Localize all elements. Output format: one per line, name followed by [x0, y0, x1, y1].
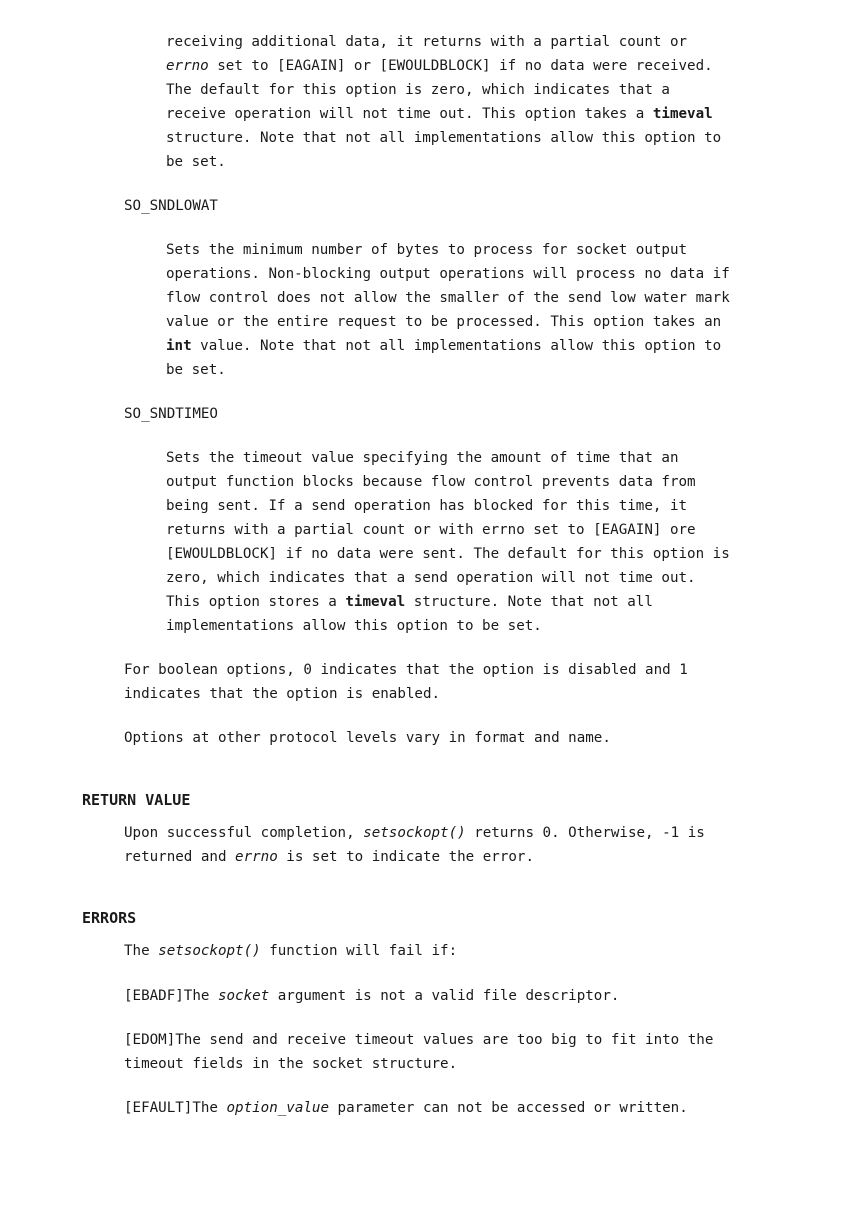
text-line: errno set to [EAGAIN] or [EWOULDBLOCK] if no data were received.	[166, 58, 713, 74]
error-edom	[124, 1028, 713, 1076]
so-sndlowat-description	[166, 238, 730, 382]
text-line: receiving additional data, it returns with a partial count or	[166, 34, 688, 50]
text-line: int value. Note that not all implementations allow this option to	[166, 338, 722, 354]
so-rcvtimeo-description-tail	[166, 30, 721, 174]
errors-heading: ERRORS	[82, 909, 137, 927]
text-line: returned and errno is set to indicate the error.	[124, 849, 535, 865]
argument-ref: option_value	[226, 1100, 329, 1116]
text-line: timeout fields in the socket structure.	[124, 1056, 458, 1072]
text-line: operations. Non-blocking output operations will process no data if	[166, 266, 730, 282]
so-sndtimeo-description	[166, 446, 730, 638]
so-sndlowat-term: SO_SNDLOWAT	[124, 198, 218, 214]
text-line: indicates that the option is enabled.	[124, 686, 441, 702]
text-line: be set.	[166, 362, 226, 378]
text-line: being sent. If a send operation has blocked for this time, it	[166, 498, 688, 514]
text-line: returns with a partial count or with errno set to [EAGAIN] ore	[166, 522, 696, 538]
so-sndtimeo-term: SO_SNDTIMEO	[124, 406, 218, 422]
other-levels-note: Options at other protocol levels vary in format and name.	[124, 730, 611, 746]
timeval-type: timeval	[652, 106, 713, 122]
int-type: int	[166, 338, 192, 354]
text-line: flow control does not allow the smaller of the send low water mark	[166, 290, 730, 306]
errno-ref: errno	[166, 58, 209, 74]
error-ebadf: [EBADF]The socket argument is not a valid file descriptor.	[124, 988, 620, 1004]
return-value-text	[124, 821, 705, 869]
errors-intro: The setsockopt() function will fail if:	[124, 943, 458, 959]
boolean-options-note	[124, 658, 688, 706]
text-line: Sets the timeout value specifying the amount of time that an	[166, 450, 679, 466]
text-line: For boolean options, 0 indicates that the option is disabled and 1	[124, 662, 688, 678]
text-line: This option stores a timeval structure. Note that not all	[166, 594, 653, 610]
errno-ref: errno	[235, 849, 278, 865]
text-line: output function blocks because flow control prevents data from	[166, 474, 696, 490]
function-ref: setsockopt()	[363, 825, 466, 841]
text-line: zero, which indicates that a send operation will not time out.	[166, 570, 696, 586]
text-line: The default for this option is zero, which indicates that a	[166, 82, 670, 98]
text-line: implementations allow this option to be set.	[166, 618, 542, 634]
return-value-heading: RETURN VALUE	[82, 791, 191, 809]
text-line: structure. Note that not all implementations allow this option to	[166, 130, 722, 146]
error-efault: [EFAULT]The option_value parameter can not be accessed or written.	[124, 1100, 688, 1116]
text-line: be set.	[166, 154, 226, 170]
text-line: Upon successful completion, setsockopt() returns 0. Otherwise, -1 is	[124, 825, 705, 841]
text-line: Sets the minimum number of bytes to process for socket output	[166, 242, 688, 258]
function-ref: setsockopt()	[158, 943, 261, 959]
text-line: [EDOM]The send and receive timeout values are too big to fit into the	[124, 1032, 714, 1048]
text-line: receive operation will not time out. This option takes a timeval	[166, 106, 713, 122]
timeval-type: timeval	[345, 594, 406, 610]
argument-ref: socket	[217, 988, 270, 1004]
text-line: [EWOULDBLOCK] if no data were sent. The default for this option is	[166, 546, 730, 562]
text-line: value or the entire request to be processed. This option takes an	[166, 314, 722, 330]
